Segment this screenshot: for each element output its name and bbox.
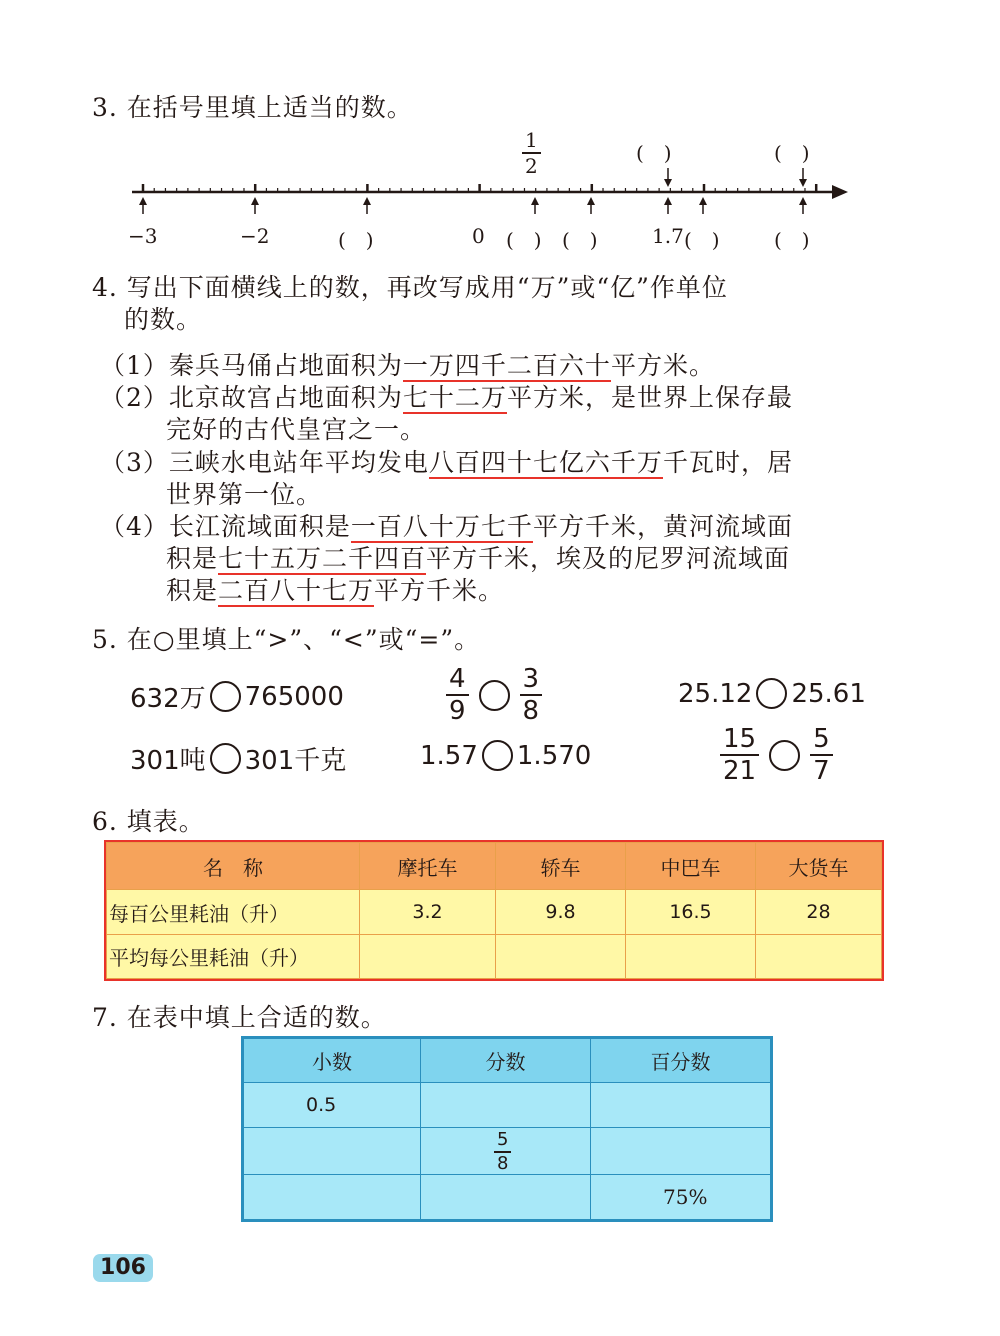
table-row <box>244 1128 771 1175</box>
q4-item-3: （3）三峡水电站年平均发电八百四十七亿六千万千瓦时，居 <box>100 448 793 477</box>
label-zero: 0 <box>472 224 485 248</box>
table-row <box>244 1175 771 1220</box>
underlined-number: 一百八十万七千 <box>350 512 533 541</box>
number-line <box>0 160 1000 220</box>
underlined-number: 二百八十七万 <box>218 576 375 605</box>
fraction-cell: $\frac{5}{8}$ <box>421 1128 591 1175</box>
answer-cell[interactable] <box>244 1128 421 1175</box>
compare-circle[interactable] <box>756 678 787 709</box>
table-header-row <box>244 1039 771 1083</box>
q3-above-blank-2[interactable]: ( ) <box>774 141 810 165</box>
q7-table-frame <box>241 1036 773 1222</box>
row-label: 平均每公里耗油（升） <box>107 935 360 979</box>
underlined-number: 七十二万 <box>402 383 507 412</box>
table-cell: 9.8 <box>496 890 626 935</box>
label-1-7: 1.7 <box>652 224 684 248</box>
blank-below-3[interactable]: ( ) <box>562 228 598 252</box>
blank-below-2[interactable]: ( ) <box>506 228 542 252</box>
number-line-arrowhead <box>832 185 848 199</box>
arrow-down-1-head <box>664 179 672 187</box>
q6-title: 6. 填表。 <box>92 807 205 836</box>
header-cell: 名 称 <box>107 843 360 890</box>
half-denominator: 2 <box>525 154 538 178</box>
q7-title: 7. 在表中填上合适的数。 <box>92 1003 387 1032</box>
table-row <box>107 890 882 935</box>
q4-item-3-line2: 世界第一位。 <box>166 480 323 509</box>
label-neg3: −3 <box>128 224 158 248</box>
header-cell: 大货车 <box>756 843 882 890</box>
q4-item-4-line2: 积是七十五万二千四百平方千米，埃及的尼罗河流域面 <box>166 544 791 573</box>
q3-title: 3. 在括号里填上适当的数。 <box>92 93 413 122</box>
page-number: 106 <box>93 1254 153 1282</box>
answer-cell[interactable] <box>244 1175 421 1220</box>
arrows-up <box>139 197 807 214</box>
table-row <box>244 1083 771 1128</box>
label-neg2: −2 <box>240 224 270 248</box>
q5-r1-a: 632万 765000 <box>130 681 344 714</box>
compare-circle[interactable] <box>769 740 800 771</box>
compare-circle[interactable] <box>210 743 241 774</box>
answer-cell[interactable] <box>421 1175 591 1220</box>
compare-circle[interactable] <box>210 681 241 712</box>
compare-circle[interactable] <box>482 740 513 771</box>
q4-item-4-line3: 积是二百八十七万平方千米。 <box>166 576 505 605</box>
decimal-cell: 0.5 <box>244 1083 421 1128</box>
header-cell: 轿车 <box>496 843 626 890</box>
q4-title-line1: 4. 写出下面横线上的数，再改写成用“万”或“亿”作单位 <box>92 273 728 302</box>
q4-item-2-line2: 完好的古代皇宫之一。 <box>166 415 427 444</box>
arrow-down-2-head <box>799 179 807 187</box>
row-label: 每百公里耗油（升） <box>107 890 360 935</box>
q5-r2-a: 301吨 301千克 <box>130 740 346 777</box>
answer-cell[interactable] <box>756 935 882 979</box>
header-cell: 中巴车 <box>626 843 756 890</box>
table-header-row <box>107 843 882 890</box>
header-cell: 摩托车 <box>360 843 496 890</box>
answer-cell[interactable] <box>496 935 626 979</box>
blank-below-5[interactable]: ( ) <box>774 228 810 252</box>
underlined-number: 七十五万二千四百 <box>218 544 427 573</box>
answer-cell[interactable] <box>360 935 496 979</box>
q4-title-line2: 的数。 <box>124 305 203 334</box>
table-cell: 3.2 <box>360 890 496 935</box>
underlined-number: 八百四十七亿六千万 <box>428 448 663 477</box>
answer-cell[interactable] <box>421 1083 591 1128</box>
answer-cell[interactable] <box>626 935 756 979</box>
number-form-table <box>243 1038 771 1220</box>
q6-table-frame <box>104 840 884 981</box>
q4-item-2: （2）北京故宫占地面积为七十二万平方米，是世界上保存最 <box>100 383 793 412</box>
answer-cell[interactable] <box>591 1128 771 1175</box>
header-cell: 百分数 <box>591 1039 771 1083</box>
header-cell: 小数 <box>244 1039 421 1083</box>
fuel-table <box>106 842 882 979</box>
q5-r1-c: 25.12 25.61 <box>678 678 866 709</box>
q3-above-blank-1[interactable]: ( ) <box>636 141 672 165</box>
table-row <box>107 935 882 979</box>
q4-item-4: （4）长江流域面积是一百八十万七千平方千米，黄河流域面 <box>100 512 793 541</box>
number-line-ticks <box>143 184 816 192</box>
half-numerator: 1 <box>522 130 541 154</box>
header-cell: 分数 <box>421 1039 591 1083</box>
percent-cell: 75% <box>591 1175 771 1220</box>
q5-r2-c: $\frac{15}{21}$ $\frac{5}{7}$ <box>720 726 833 784</box>
q5-r1-b: $\frac{4}{9}$ $\frac{3}{8}$ <box>446 666 542 724</box>
blank-below-1[interactable]: ( ) <box>338 228 374 252</box>
table-cell: 28 <box>756 890 882 935</box>
q4-item-1: （1）秦兵马俑占地面积为一万四千二百六十平方米。 <box>100 351 715 380</box>
q5-title: 5. 在○里填上“>”、“<”或“=”。 <box>92 625 481 654</box>
table-cell: 16.5 <box>626 890 756 935</box>
blank-below-4[interactable]: ( ) <box>684 228 720 252</box>
answer-cell[interactable] <box>591 1083 771 1128</box>
compare-circle[interactable] <box>479 680 510 711</box>
underlined-number: 一万四千二百六十 <box>402 351 611 380</box>
q5-r2-b: 1.57 1.570 <box>420 740 592 771</box>
